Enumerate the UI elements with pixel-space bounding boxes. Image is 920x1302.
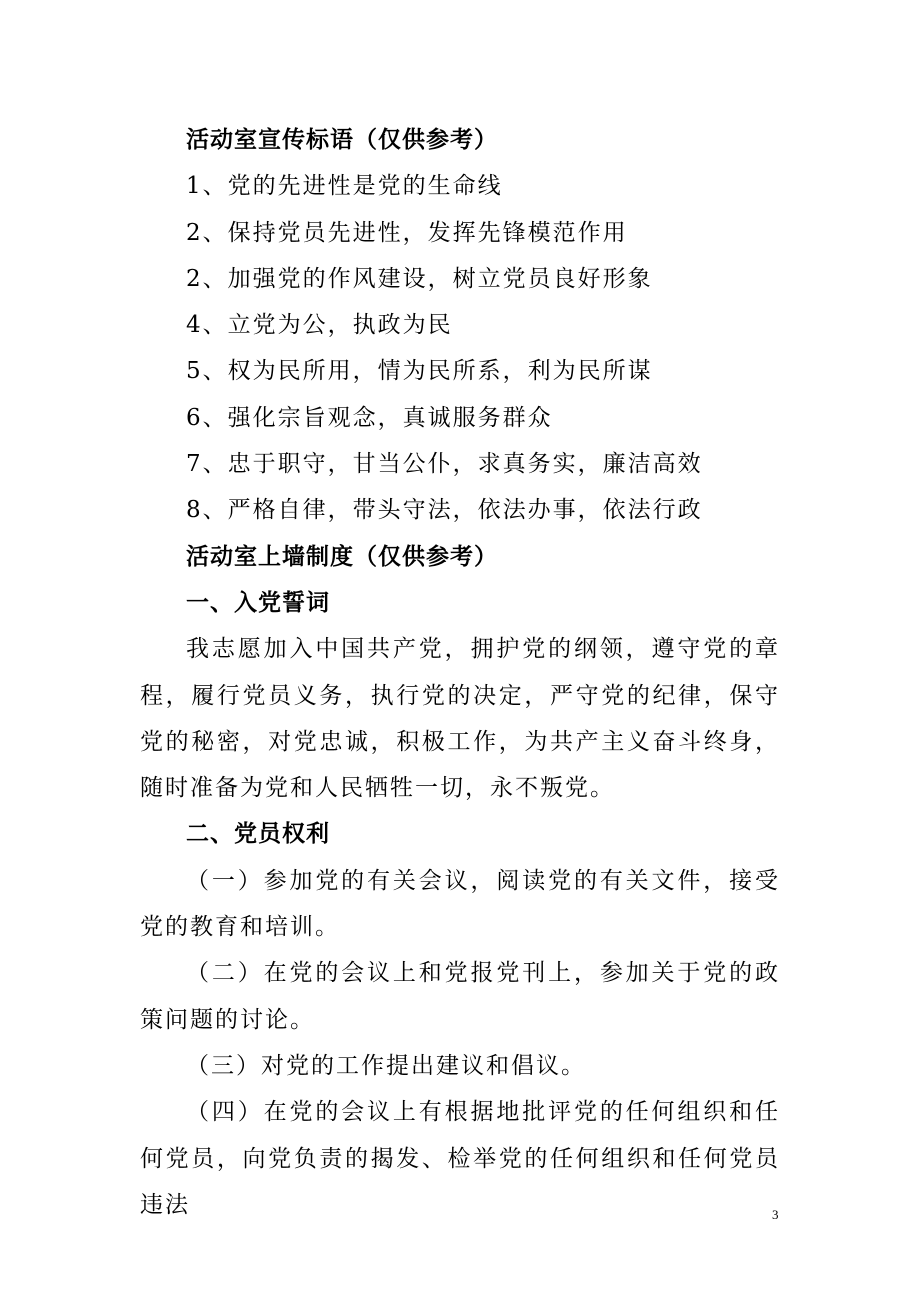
slogan-item-7: 7、忠于职守，甘当公仆，求真务实，廉洁高效 (186, 451, 703, 478)
rights-item-4: （四）在党的会议上有根据地批评党的任何组织和任何党员，向党负责的揭发、检举党的任何组织和任何党员违法 (140, 1099, 780, 1218)
page-number: 3 (772, 1207, 779, 1222)
slogan-item-6: 6、强化宗旨观念，真诚服务群众 (186, 404, 553, 431)
rights-heading: 二、党员权利 (186, 821, 330, 848)
rights-item-1: （一）参加党的有关会议，阅读党的有关文件，接受党的教育和培训。 (140, 867, 780, 941)
slogan-item-2: 2、保持党员先进性，发挥先锋模范作用 (186, 219, 628, 246)
rights-item-2: （二）在党的会议上和党报党刊上，参加关于党的政策问题的讨论。 (140, 960, 780, 1033)
slogan-item-4: 4、立党为公，执政为民 (186, 312, 453, 339)
slogan-item-8: 8、严格自律，带头守法，依法办事，依法行政 (186, 497, 703, 524)
slogan-item-3: 2、加强党的作风建设，树立党员良好形象 (186, 265, 653, 292)
slogan-item-5: 5、权为民所用，情为民所系，利为民所谋 (186, 358, 653, 385)
page-content (140, 117, 780, 1228)
oath-heading: 一、入党誓词 (186, 589, 330, 616)
slogan-item-1: 1、党的先进性是党的生命线 (186, 173, 503, 200)
rights-item-3: （三）对党的工作提出建议和倡议。 (186, 1052, 586, 1079)
oath-paragraph: 我志愿加入中国共产党，拥护党的纲领，遵守党的章程，履行党员义务，执行党的决定，严守党的纪律，保守党的秘密，对党忠诚，积极工作，为共产主义奋斗终身，随时准备为党和人民牺牲一切，永不叛党。 (140, 636, 780, 802)
slogans-section-title: 活动室宣传标语（仅供参考） (186, 127, 498, 153)
regulations-section-title: 活动室上墙制度（仅供参考） (186, 543, 498, 570)
